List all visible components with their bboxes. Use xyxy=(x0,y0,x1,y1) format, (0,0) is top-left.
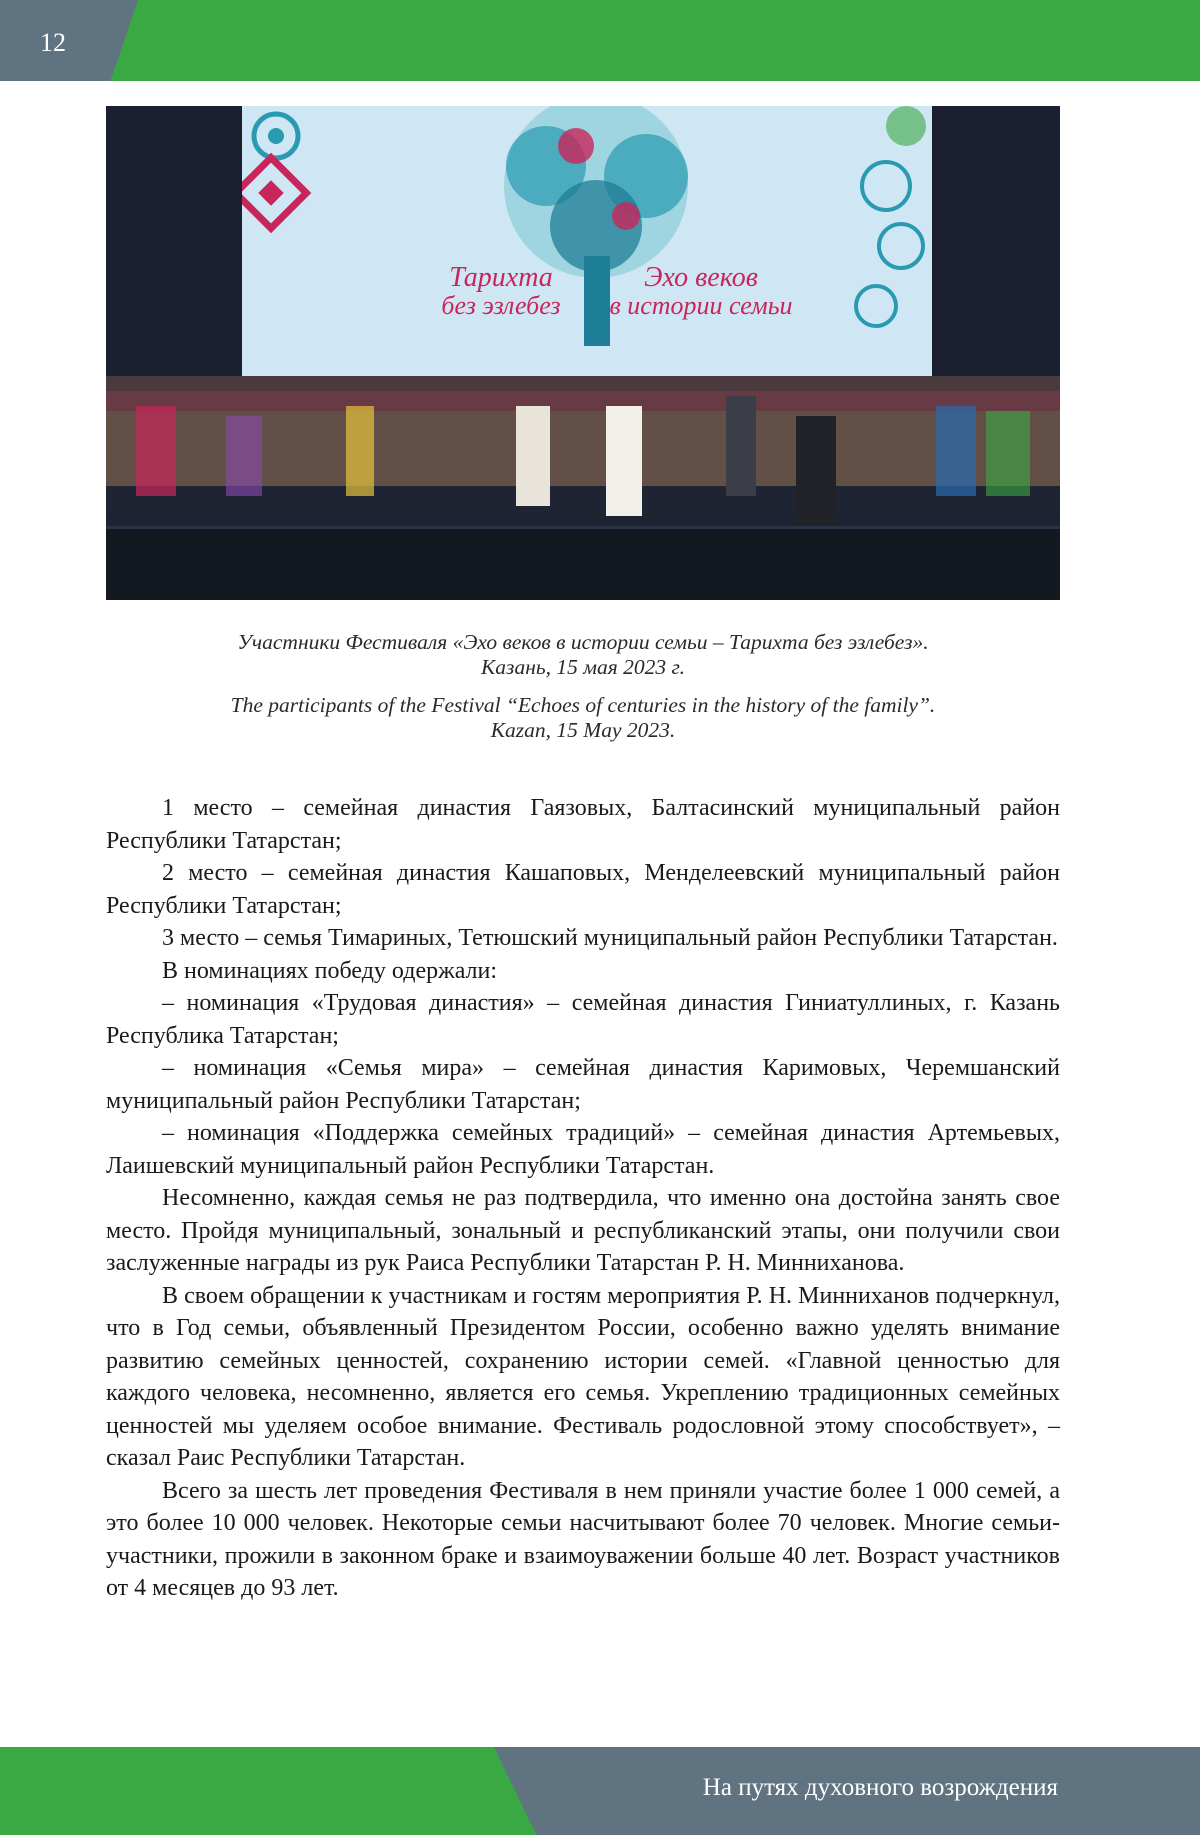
screen-title-tatar-line2: без эзлебез xyxy=(441,291,561,320)
paragraph: В номинациях победу одержали: xyxy=(162,957,498,984)
publication-title: На путях духовного возрождения xyxy=(702,1774,1058,1801)
paragraph: В своем обращении к участникам и гостям мероприятия Р. Н. Минниханов подчеркнул, что в Год семьи, объявленный Президентом России, особенно важно уделять внимание развитию семейных ценностей, сохранению истории семей. «Главной ценностью для каждого человека, несомненно, является его семья. Укреплению традиционных семейных ценностей мы уделяем особое внимание. Фестиваль родословной этому способствует», – сказал Раис Республики Татарстан. xyxy=(106,1282,1060,1471)
header-bar xyxy=(0,0,1200,81)
festival-photo xyxy=(106,106,1060,600)
screen-title-russian-line2: в истории семьи xyxy=(609,291,793,320)
paragraph: – номинация «Поддержка семейных традиций» – семейная династия Артемьевых, Лаишевский муниципальный район Республики Татарстан. xyxy=(106,1120,1060,1179)
screen-title-tatar-line1: Тарихта xyxy=(449,262,553,293)
paragraph: Несомненно, каждая семья не раз подтвердила, что именно она достойна занять свое место. Пройдя муниципальный, зональный и республиканский этапы, они получили свои заслуженные награды из рук Раиса Республики Татарстан Р. Н. Минниханова. xyxy=(106,1185,1060,1276)
photo-caption-english xyxy=(106,693,1060,743)
paragraph: Всего за шесть лет проведения Фестиваля в нем приняли участие более 1 000 семей, а это более 10 000 человек. Некоторые семьи насчитывают более 70 человек. Многие семьи-участники, прожили в законном браке и взаимоуважении больше 40 лет. Возраст участников от 4 месяцев до 93 лет. xyxy=(106,1477,1060,1601)
page-number: 12 xyxy=(40,28,66,57)
paragraph: 3 место – семья Тимариных, Тетюшский муниципальный район Республики Татарстан. xyxy=(162,925,1058,951)
caption-ru-line2: Казань, 15 мая 2023 г. xyxy=(481,655,685,679)
paragraph: 1 место – семейная династия Гаязовых, Балтасинский муниципальный район Республики Татарстан; xyxy=(106,795,1060,854)
paragraph: – номинация «Семья мира» – семейная династия Каримовых, Черемшанский муниципальный район Республики Татарстан; xyxy=(106,1055,1060,1114)
paragraph: 2 место – семейная династия Кашаповых, Менделеевский муниципальный район Республики Татарстан; xyxy=(106,860,1060,919)
participants-crowd xyxy=(106,376,1060,526)
paragraph: – номинация «Трудовая династия» – семейная династия Гиниатуллиных, г. Казань Республика Татарстан; xyxy=(106,990,1060,1049)
caption-ru-line1: Участники Фестиваля «Эхо веков в истории семьи – Тарихта без эзлебез». xyxy=(237,630,929,654)
screen-title-russian-line1: Эхо веков xyxy=(644,262,758,293)
festival-photo-illustration xyxy=(106,106,1060,600)
photo-caption-russian xyxy=(106,630,1060,680)
caption-en-line2: Kazan, 15 May 2023. xyxy=(490,718,676,742)
caption-en-line1: The participants of the Festival “Echoes of centuries in the history of the family”. xyxy=(230,693,936,717)
article-body xyxy=(106,792,1060,1605)
